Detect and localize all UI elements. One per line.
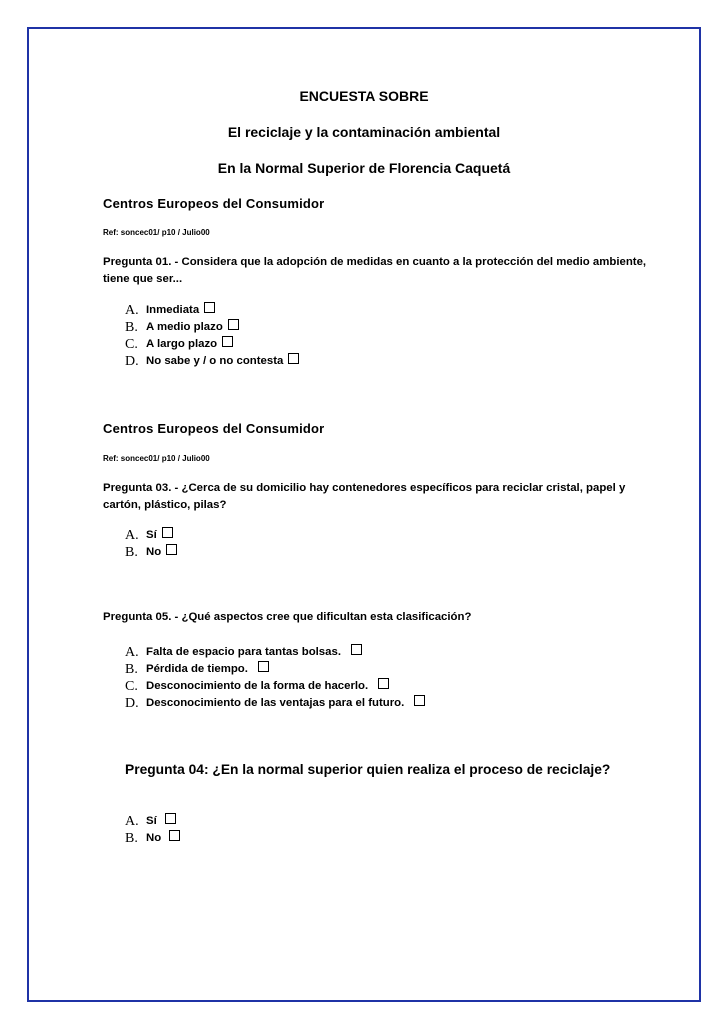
checkbox[interactable] xyxy=(165,813,176,824)
option-letter: C. xyxy=(125,337,138,352)
option-letter: D. xyxy=(125,696,139,711)
option-label: No xyxy=(146,546,162,558)
option-letter: B. xyxy=(125,320,138,335)
question-01-options xyxy=(125,302,299,370)
question-03: Pregunta 03. - ¿Cerca de su domicilio hay contenedores específicos para reciclar cristal, papel y cartón, plástico, pilas? xyxy=(103,482,626,511)
option-label: No xyxy=(146,832,162,844)
option-item xyxy=(125,830,180,847)
option-item xyxy=(125,544,177,561)
checkbox[interactable] xyxy=(228,319,239,330)
option-label: Inmediata xyxy=(146,304,200,316)
checkbox[interactable] xyxy=(204,302,215,313)
option-item xyxy=(125,644,425,661)
option-item xyxy=(125,678,425,695)
checkbox[interactable] xyxy=(162,527,173,538)
option-label: No sabe y / o no contesta xyxy=(146,355,284,367)
option-item xyxy=(125,336,299,353)
option-label: A medio plazo xyxy=(146,321,223,333)
section-header-2: Centros Europeos del Consumidor xyxy=(103,421,325,436)
option-item xyxy=(125,302,299,319)
reference-code-1: Ref: soncec01/ p10 / Julio00 xyxy=(103,228,210,237)
checkbox[interactable] xyxy=(166,544,177,555)
checkbox[interactable] xyxy=(288,353,299,364)
option-label: Pérdida de tiempo. xyxy=(146,663,248,675)
option-label: A largo plazo xyxy=(146,338,218,350)
survey-title: ENCUESTA SOBRE xyxy=(299,88,429,104)
option-letter: A. xyxy=(125,645,139,660)
checkbox[interactable] xyxy=(414,695,425,706)
checkbox[interactable] xyxy=(258,661,269,672)
option-letter: A. xyxy=(125,303,139,318)
question-04-options xyxy=(125,813,180,847)
survey-institution: En la Normal Superior de Florencia Caquetá xyxy=(217,160,511,176)
question-05-options xyxy=(125,644,425,712)
survey-subtitle: El reciclaje y la contaminación ambiental xyxy=(227,124,501,140)
section-header-1: Centros Europeos del Consumidor xyxy=(103,196,325,211)
checkbox[interactable] xyxy=(351,644,362,655)
option-letter: B. xyxy=(125,662,138,677)
option-item xyxy=(125,319,299,336)
option-letter: B. xyxy=(125,545,138,560)
checkbox[interactable] xyxy=(378,678,389,689)
option-label: Sí xyxy=(146,529,157,541)
checkbox[interactable] xyxy=(169,830,180,841)
option-letter: D. xyxy=(125,354,139,369)
option-label: Sí xyxy=(146,815,157,827)
question-03-options xyxy=(125,527,177,561)
option-label: Desconocimiento de la forma de hacerlo. xyxy=(146,680,369,692)
option-item xyxy=(125,661,425,678)
reference-code-2: Ref: soncec01/ p10 / Julio00 xyxy=(103,454,210,463)
option-label: Desconocimiento de las ventajas para el futuro. xyxy=(146,697,405,709)
option-letter: A. xyxy=(125,814,139,829)
option-item xyxy=(125,695,425,712)
option-item xyxy=(125,813,180,830)
option-letter: B. xyxy=(125,831,138,846)
option-item xyxy=(125,527,177,544)
question-04: Pregunta 04: ¿En la normal superior quien realiza el proceso de reciclaje? xyxy=(125,762,611,777)
option-item xyxy=(125,353,299,370)
checkbox[interactable] xyxy=(222,336,233,347)
question-01: Pregunta 01. - Considera que la adopción de medidas en cuanto a la protección del medio ambiente, tiene que ser... xyxy=(103,256,647,285)
option-letter: A. xyxy=(125,528,139,543)
question-05: Pregunta 05. - ¿Qué aspectos cree que dificultan esta clasificación? xyxy=(103,611,472,623)
option-label: Falta de espacio para tantas bolsas. xyxy=(146,646,341,658)
option-letter: C. xyxy=(125,679,138,694)
